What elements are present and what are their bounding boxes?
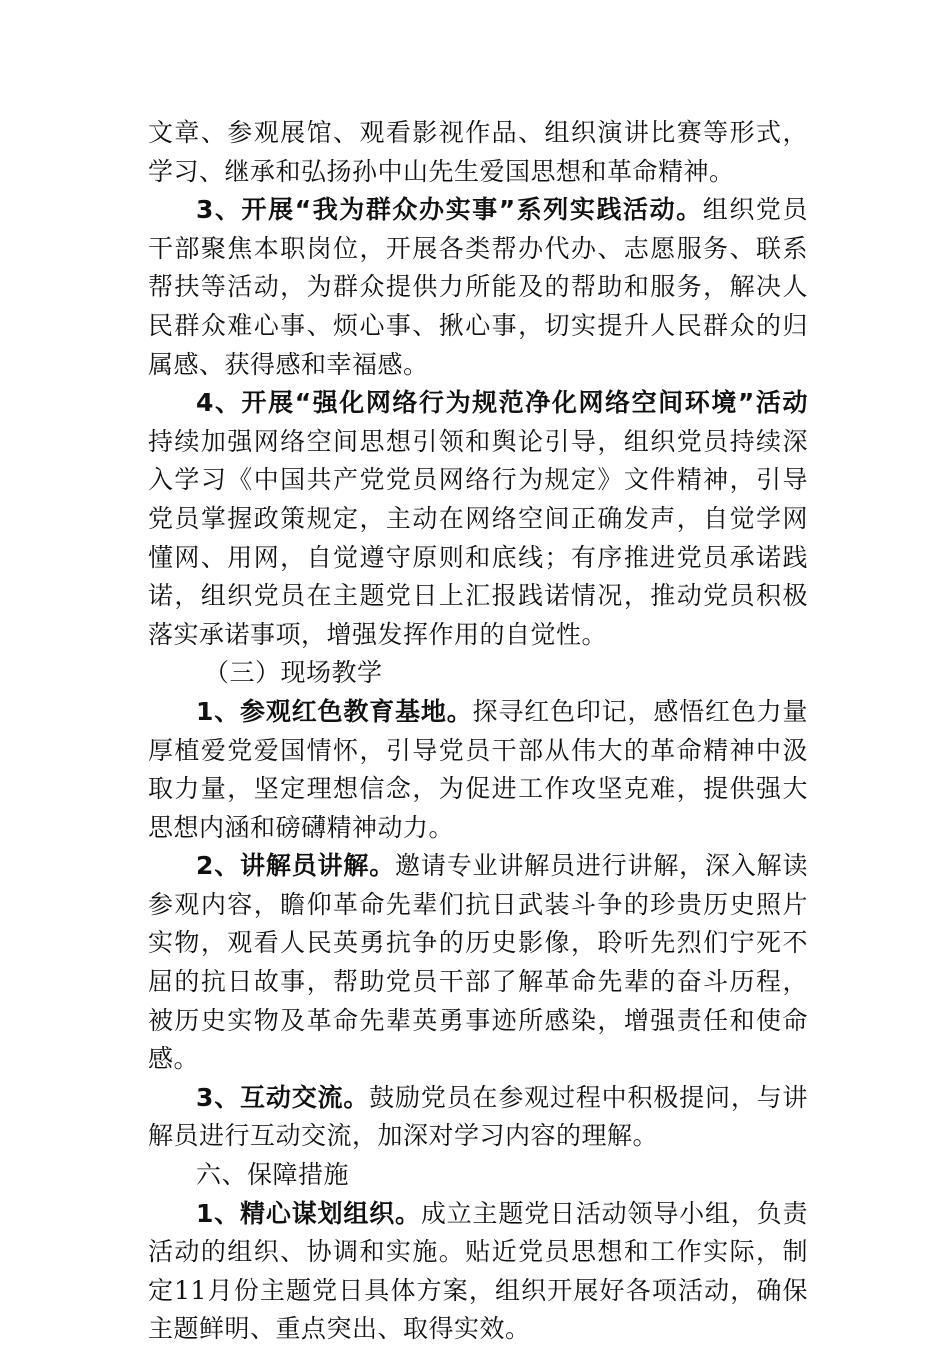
paragraph-text: 鼓励党员在参观过程中积极提问，与讲解员进行互动交流，加深对学习内容的理解。 [148,1082,808,1151]
section-heading-safeguards [148,1156,808,1195]
paragraph-lead: 3、互动交流。 [196,1082,370,1112]
paragraph-text: 探寻红色印记，感悟红色力量厚植爱党爱国情怀，引导党员干部从伟大的革命精神中汲取力量，坚定理想信念，为促进工作攻坚克难，提供强大思想内涵和磅礴精神动力。 [148,696,808,842]
heading-text: 六、保障措施 [196,1160,350,1190]
paragraph-activity-3 [148,191,808,384]
paragraph-text: 成立主题党日活动领导小组，负责活动的组织、协调和实施。贴近党员思想和工作实际，制定11月份主题党日具体方案，组织开展好各项活动，确保主题鲜明、重点突出、取得实效。 [148,1198,808,1344]
heading-text: （三）现场教学 [204,658,383,688]
paragraph-lead: 1、参观红色教育基地。 [196,696,473,726]
paragraph-teaching-3 [148,1079,808,1156]
paragraph-text: 邀请专业讲解员进行讲解，深入解读参观内容，瞻仰革命先辈们抗日武装斗争的珍贵历史照片实物，观看人民英勇抗争的历史影像，聆听先烈们宁死不屈的抗日故事，帮助党员干部了解革命先辈的奋斗历程，被历史实物及革命先辈英勇事迹所感染，增强责任和使命感。 [148,851,808,1074]
paragraph-teaching-2 [148,847,808,1079]
document-body [148,114,808,1349]
paragraph-text: 文章、参观展馆、观看影视作品、组织演讲比赛等形式，学习、继承和弘扬孙中山先生爱国思想和革命精神。 [148,118,808,186]
paragraph-intro-continuation [148,114,808,191]
paragraph-safeguard-1 [148,1195,808,1349]
paragraph-text: 组织党员干部聚焦本职岗位，开展各类帮办代办、志愿服务、联系帮扶等活动，为群众提供力所能及的帮助和服务，解决人民群众难心事、烦心事、揪心事，切实提升人民群众的归属感、获得感和幸福感。 [148,195,808,379]
paragraph-lead: 4、开展“强化网络行为规范净化网络空间环境”活动 [196,388,808,418]
paragraph-teaching-1 [148,693,808,847]
paragraph-activity-4 [148,384,808,654]
paragraph-lead: 3、开展“我为群众办实事”系列实践活动。 [196,195,703,225]
paragraph-lead: 2、讲解员讲解。 [196,851,396,881]
section-heading-onsite-teaching [148,654,808,693]
paragraph-lead: 1、精心谋划组织。 [196,1198,421,1228]
paragraph-text: 持续加强网络空间思想引领和舆论引导，组织党员持续深入学习《中国共产党党员网络行为规定》文件精神，引导党员掌握政策规定，主动在网络空间正确发声，自觉学网懂网、用网，自觉遵守原则和底线；有序推进党员承诺践诺，组织党员在主题党日上汇报践诺情况，推动党员积极落实承诺事项，增强发挥作用的自觉性。 [148,426,808,649]
